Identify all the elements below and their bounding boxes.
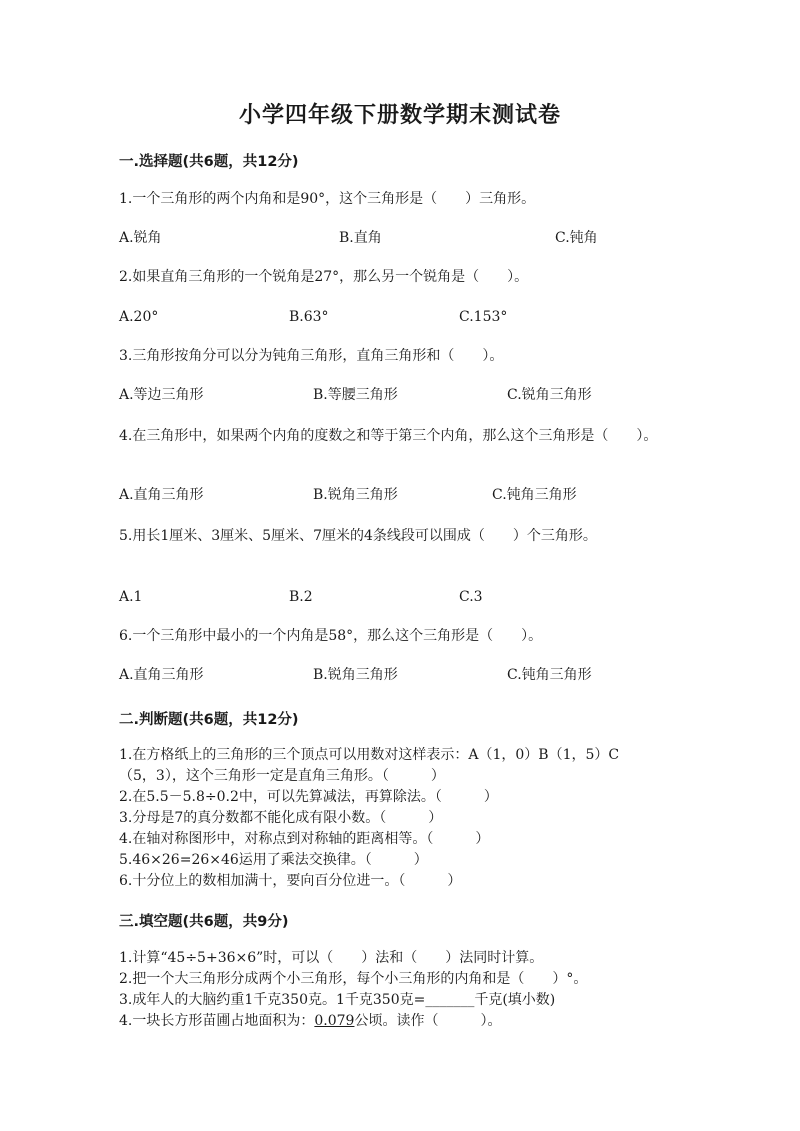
option-c: C.153° [459,309,508,325]
option-b: B.等腰三角形 [313,387,398,403]
fill-blank-line: 2.把一个大三角形分成两个小三角形，每个小三角形的内角和是（ ）°。 [119,971,588,987]
question-text: 6.一个三角形中最小的一个内角是58°，那么这个三角形是（ ）。 [119,628,543,644]
option-c: C.锐角三角形 [507,387,592,403]
option-b: B.63° [289,309,329,325]
judgment-line: （5，3），这个三角形一定是直角三角形。（ ） [119,768,445,784]
option-a: A.锐角 [119,230,162,246]
fill-blank-line: 1.计算“45÷5+36×6”时，可以（ ）法和（ ）法同时计算。 [119,950,544,966]
judgment-line: 2.在5.5－5.8÷0.2中，可以先算减法，再算除法。（ ） [119,789,498,805]
question-options [119,664,679,686]
question-options [119,484,679,506]
option-c: C.3 [459,589,483,605]
judgment-line: 3.分母是7的真分数都不能化成有限小数。（ ） [119,810,443,826]
option-a: A.直角三角形 [119,667,204,683]
option-c: C.钝角 [555,230,598,246]
option-a: A.等边三角形 [119,387,204,403]
line-text: 4.一块长方形苗圃占地面积为： [119,1013,315,1029]
judgment-line: 5.46×26=26×46运用了乘法交换律。（ ） [119,852,428,868]
question-text: 3.三角形按角分可以分为钝角三角形，直角三角形和（ ）。 [119,348,504,364]
question-text: 5.用长1厘米、3厘米、5厘米、7厘米的4条线段可以围成（ ）个三角形。 [119,528,597,544]
fill-blank-line: 3.成年人的大脑约重1千克350克。1千克350克=_______千克(填小数) [119,992,556,1008]
option-b: B.直角 [339,230,382,246]
question-options [119,306,679,328]
question-options [119,586,679,608]
option-a: A.20° [119,309,159,325]
line-text: 公顷。读作（ ）。 [354,1013,502,1029]
option-b: B.锐角三角形 [313,667,398,683]
option-a: A.直角三角形 [119,487,204,503]
question-options [119,384,679,406]
section-heading-choice: 一.选择题(共6题，共12分) [119,154,299,170]
underlined-value: 0.079 [314,1013,355,1029]
question-options [119,227,679,249]
judgment-line: 1.在方格纸上的三角形的三个顶点可以用数对这样表示：A（1，0）B（1，5）C [119,747,620,763]
judgment-line: 4.在轴对称图形中，对称点到对称轴的距离相等。（ ） [119,831,490,847]
option-c: C.钝角三角形 [507,667,592,683]
judgment-line: 6.十分位上的数相加满十，要向百分位进一。（ ） [119,873,462,889]
option-b: B.锐角三角形 [313,487,398,503]
question-text: 4.在三角形中，如果两个内角的度数之和等于第三个内角，那么这个三角形是（ ）。 [119,428,658,444]
option-c: C.钝角三角形 [492,487,577,503]
section-heading-judgment: 二.判断题(共6题，共12分) [119,712,299,728]
option-b: B.2 [289,589,313,605]
page-title: 小学四年级下册数学期末测试卷 [238,103,561,128]
fill-blank-line [119,1011,699,1032]
question-text: 1.一个三角形的两个内角和是90°，这个三角形是（ ）三角形。 [119,191,536,207]
section-heading-fill-blank: 三.填空题(共6题，共9分) [119,914,289,930]
question-text: 2.如果直角三角形的一个锐角是27°，那么另一个锐角是（ ）。 [119,269,529,285]
option-a: A.1 [119,589,143,605]
